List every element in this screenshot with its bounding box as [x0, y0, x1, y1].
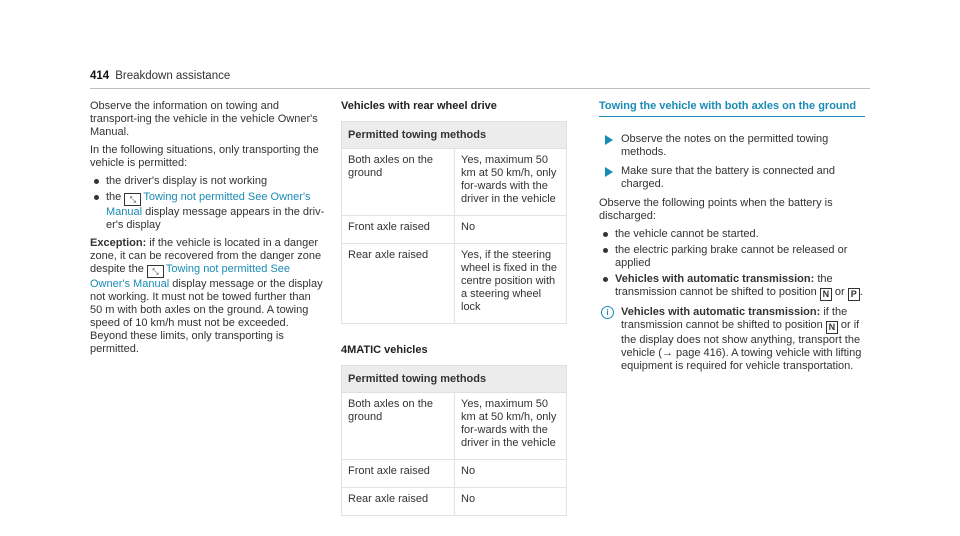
list-item: Vehicles with automatic transmission: the transmission cannot be shifted to position N or P . [599, 273, 869, 301]
4matic-table [341, 365, 567, 516]
right-column [599, 100, 869, 373]
situations-list [90, 175, 326, 232]
gear-p-icon: P [848, 288, 860, 301]
bullet-icon [603, 277, 608, 282]
step-arrow-icon [605, 167, 613, 177]
gear-n-icon: N [826, 321, 838, 334]
table-row: Rear axle raised Yes, if the steering wheel is fixed in the centre position with a steering wheel lock [342, 244, 567, 324]
bullet-icon [603, 248, 608, 253]
table-header: Permitted towing methods [342, 366, 567, 393]
list-item: the driver's display is not working [90, 175, 326, 188]
step-item: Observe the notes on the permitted towing methods. [599, 133, 869, 159]
table-row: Rear axle raised No [342, 488, 567, 516]
list-item: the vehicle cannot be started. [599, 228, 869, 241]
both-axles-heading: Towing the vehicle with both axles on the ground [599, 100, 865, 117]
table-header: Permitted towing methods [342, 122, 567, 149]
left-column [90, 100, 326, 356]
towing-message-link[interactable]: Towing not permitted See Owner's Manual [90, 263, 291, 290]
list-item: the ⤡ Towing not permitted See Owner's Manual display message appears in the driv-er's display [90, 191, 326, 232]
step-item: Make sure that the battery is connected and charged. [599, 165, 869, 191]
tow-icon: ⤡ [147, 265, 164, 278]
page-header [90, 70, 230, 82]
info-icon: i [601, 306, 614, 319]
rear-wheel-drive-table [341, 121, 567, 324]
intro-paragraph: Observe the information on towing and transport-ing the vehicle in the vehicle Owner's Manual. [90, 100, 318, 138]
exception-paragraph: Exception: if the vehicle is located in a danger zone, it can be recovered from the danger zone despite the ⤡ Towing not permitted See Owner's Manual display message or the display not working. It must not be towed further than 50 m with both axles on the ground. A towing speed of 10 km/h must not be exceeded. Beyond these limits, only transporting is permitted. [90, 237, 323, 355]
step-arrow-icon [605, 135, 613, 145]
situations-paragraph: In the following situations, only transporting the vehicle is permitted: [90, 144, 319, 169]
bullet-icon [94, 195, 99, 200]
discharged-paragraph: Observe the following points when the battery is discharged: [599, 197, 833, 222]
tow-icon: ⤡ [124, 193, 141, 206]
towing-message-link[interactable]: Towing not permitted See Owner's Manual [106, 191, 311, 218]
table-row: Front axle raised No [342, 216, 567, 244]
discharged-list [599, 228, 869, 301]
header-rule [90, 88, 870, 89]
info-note: i Vehicles with automatic transmission: if the transmission cannot be shifted to position N or if the display does not show anything, transport the vehicle (→ page 416). A towing vehicle with lifting equipment is required for vehicle transportation. [599, 306, 869, 373]
page-reference-link[interactable]: → page 416 [661, 347, 722, 359]
table-row: Front axle raised No [342, 460, 567, 488]
rear-wheel-drive-heading: Vehicles with rear wheel drive [341, 100, 497, 112]
bullet-icon [603, 232, 608, 237]
4matic-heading: 4MATIC vehicles [341, 344, 428, 356]
page-number: 414 [90, 70, 110, 82]
list-item: the electric parking brake cannot be released or applied [599, 244, 869, 270]
gear-n-icon: N [820, 288, 832, 301]
bullet-icon [94, 179, 99, 184]
table-row: Both axles on the ground Yes, maximum 50 km at 50 km/h, only for-wards with the driver in the vehicle [342, 393, 567, 460]
table-row: Both axles on the ground Yes, maximum 50 km at 50 km/h, only for-wards with the driver in the vehicle [342, 149, 567, 216]
page-header-title: Breakdown assistance [115, 70, 231, 82]
middle-column [341, 100, 567, 536]
